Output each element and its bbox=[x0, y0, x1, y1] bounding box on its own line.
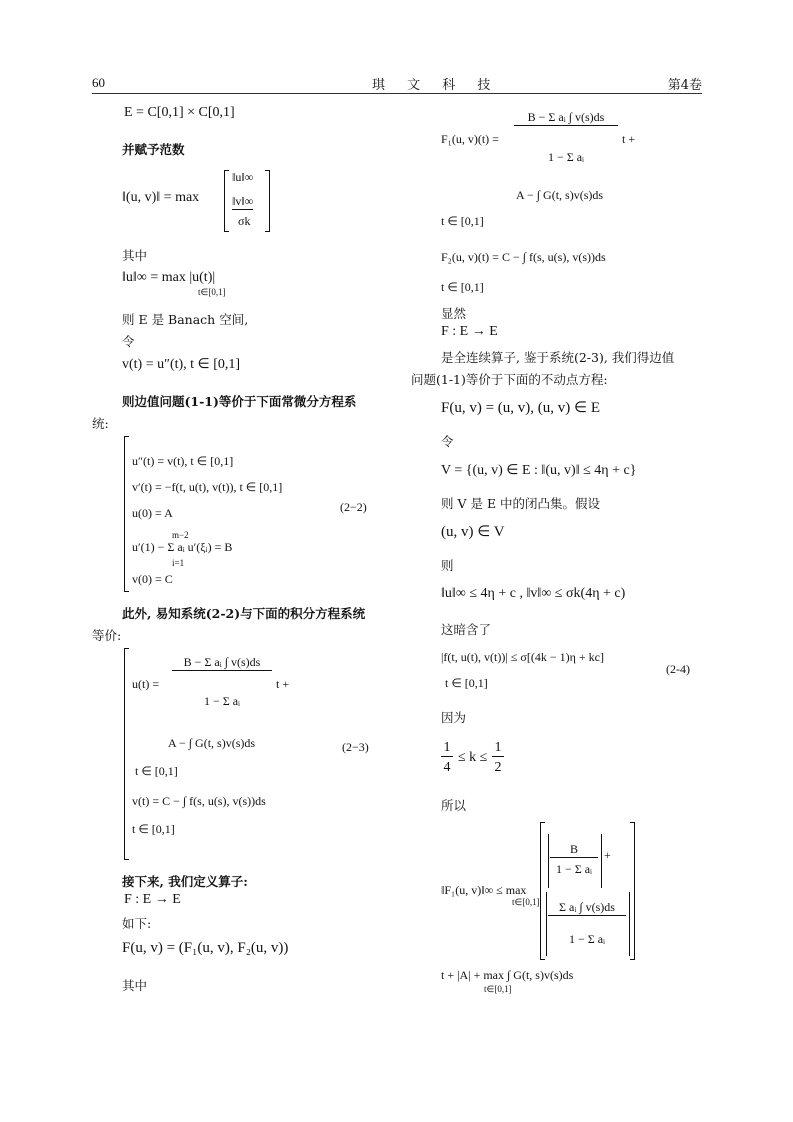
estimate-last-sub: t∈[0,1] bbox=[484, 984, 512, 994]
integral-equiv-line1: 此外, 易知系统(2-2)与下面的积分方程系统 bbox=[122, 606, 366, 621]
where-label-2: 其中 bbox=[122, 978, 148, 993]
op-map-left: F : E → E bbox=[124, 892, 181, 907]
F-def: F(u, v) = (F₁(u, v), F₂(u, v)) bbox=[122, 940, 289, 956]
sys23-tag: (2−3) bbox=[342, 740, 369, 754]
f-bound: |f(t, u(t), v(t))| ≤ σ[(4k − 1)η + kc] bbox=[441, 650, 604, 664]
let-label: 令 bbox=[122, 334, 135, 349]
sys22-line3: u(0) = A bbox=[132, 506, 173, 520]
k-lower-den: 4 bbox=[443, 760, 451, 775]
sys22-tag: (2−2) bbox=[340, 500, 367, 514]
sys23-A-term: A − ∫ G(t, s)v(s)ds bbox=[168, 736, 256, 750]
where-label-1: 其中 bbox=[122, 248, 148, 263]
estimate-paren-right bbox=[630, 822, 635, 960]
sys22-line4: u′(1) − Σ aᵢ u′(ξᵢ) = B bbox=[132, 540, 233, 554]
sys23-trange: t ∈ [0,1] bbox=[135, 764, 178, 778]
because-label: 因为 bbox=[441, 710, 467, 725]
fixed-point-eq: F(u, v) = (u, v), (u, v) ∈ E bbox=[441, 400, 601, 416]
estimate-B: B bbox=[550, 842, 598, 858]
k-middle: ≤ k ≤ bbox=[458, 750, 488, 765]
eq-tag-2-4: (2-4) bbox=[666, 662, 690, 676]
journal-name: 琪 文 科 技 bbox=[372, 78, 500, 93]
bvp-equiv-line1: 则边值问题(1-1)等价于下面常微分方程系 bbox=[122, 394, 357, 409]
F1-range: t ∈ [0,1] bbox=[441, 214, 484, 228]
v-def: v(t) = u″(t), t ∈ [0,1] bbox=[122, 357, 241, 372]
norm-den: σk bbox=[238, 214, 251, 228]
running-header bbox=[92, 73, 702, 94]
sys22-line1: u″(t) = v(t), t ∈ [0,1] bbox=[132, 454, 234, 468]
F1-denominator: 1 − Σ aᵢ bbox=[547, 150, 585, 164]
obviously: 显然 bbox=[441, 306, 467, 321]
norm-num: ‖v‖∞ bbox=[232, 194, 254, 208]
V-def: V = {(u, v) ∈ E : ‖(u, v)‖ ≤ 4η + c} bbox=[441, 463, 637, 478]
sys23-numerator: B − Σ aᵢ ∫ v(s)ds bbox=[172, 655, 272, 671]
implies-label: 这暗含了 bbox=[441, 622, 492, 637]
banach-statement: 则 E 是 Banach 空间, bbox=[122, 312, 249, 327]
estimate-sub: t∈[0,1] bbox=[512, 897, 540, 907]
F2-def: F₂(u, v)(t) = C − ∫ f(s, u(s), v(s))ds bbox=[441, 250, 606, 264]
sys22-line5: v(0) = C bbox=[132, 572, 173, 586]
page-number: 60 bbox=[92, 75, 105, 90]
define-operator: 接下来, 我们定义算子: bbox=[122, 874, 248, 889]
sys22-line2: v′(t) = −f(t, u(t), v(t)), t ∈ [0,1] bbox=[132, 480, 283, 494]
sys22-sum-bot: i=1 bbox=[172, 558, 185, 568]
estimate-num2: Σ aᵢ ∫ v(s)ds bbox=[548, 900, 626, 916]
sys22-brace bbox=[124, 436, 129, 592]
continuous-line1: 是全连续算子, 鉴于系统(2-3), 我们得边值 bbox=[441, 350, 675, 365]
k-lower-num: 1 bbox=[441, 740, 453, 757]
sys23-denominator: 1 − Σ aᵢ bbox=[203, 694, 241, 708]
as-follows: 如下: bbox=[122, 916, 152, 931]
therefore-label: 所以 bbox=[441, 798, 467, 813]
norm-brace-left bbox=[224, 170, 229, 232]
norm-top: ‖u‖∞ bbox=[232, 170, 254, 184]
closed-convex: 则 V 是 E 中的闭凸集。假设 bbox=[441, 496, 601, 511]
then-label: 则 bbox=[441, 558, 454, 573]
norm-lhs: ‖(u, v)‖ = max bbox=[122, 190, 200, 205]
F1-lhs: F₁(u, v)(t) = bbox=[441, 132, 499, 146]
estimate-den2: 1 − Σ aᵢ bbox=[568, 932, 606, 946]
norm-intro: 并赋予范数 bbox=[122, 142, 185, 157]
sys23-lhs: u(t) = bbox=[132, 677, 160, 691]
continuous-line2: 问题(1-1)等价于下面的不动点方程: bbox=[411, 372, 608, 387]
eq-E-def: E = C[0,1] × C[0,1] bbox=[124, 105, 235, 120]
op-map-right: F : E → E bbox=[441, 324, 498, 339]
estimate-last: t + |A| + max ∫ G(t, s)v(s)ds bbox=[441, 968, 574, 982]
F2-range: t ∈ [0,1] bbox=[441, 280, 484, 294]
k-upper-num: 1 bbox=[492, 740, 504, 757]
estimate-paren-left bbox=[540, 822, 545, 960]
sys23-trange2: t ∈ [0,1] bbox=[132, 822, 175, 836]
let-label-right: 令 bbox=[441, 434, 454, 449]
F1-t-plus: t + bbox=[622, 132, 636, 146]
sys23-brace bbox=[124, 648, 129, 860]
integral-equiv-line2: 等价: bbox=[92, 628, 122, 643]
inf-norm-def: ‖u‖∞ = max |u(t)| bbox=[122, 270, 216, 285]
norm-bounds: ‖u‖∞ ≤ 4η + c , ‖v‖∞ ≤ σk(4η + c) bbox=[441, 586, 626, 601]
volume-label: 第4卷 bbox=[667, 78, 702, 93]
F1-numerator: B − Σ aᵢ ∫ v(s)ds bbox=[514, 110, 618, 126]
sys23-t-plus: t + bbox=[276, 677, 290, 691]
estimate-lhs: ‖F₁(u, v)‖∞ ≤ max bbox=[441, 883, 527, 897]
inf-norm-sub: t∈[0,1] bbox=[198, 287, 226, 297]
F1-A-term: A − ∫ G(t, s)v(s)ds bbox=[516, 188, 604, 202]
norm-brace-right bbox=[265, 170, 270, 232]
uv-in-V: (u, v) ∈ V bbox=[441, 524, 505, 540]
k-upper-den: 2 bbox=[494, 760, 502, 775]
estimate-den1: 1 − Σ aᵢ bbox=[555, 862, 593, 876]
estimate-plus: + bbox=[604, 848, 611, 862]
bvp-equiv-line2: 统: bbox=[92, 416, 109, 431]
f-range: t ∈ [0,1] bbox=[445, 676, 488, 690]
sys23-v: v(t) = C − ∫ f(s, u(s), v(s))ds bbox=[132, 794, 266, 808]
sys22-sum-top: m−2 bbox=[172, 530, 189, 540]
